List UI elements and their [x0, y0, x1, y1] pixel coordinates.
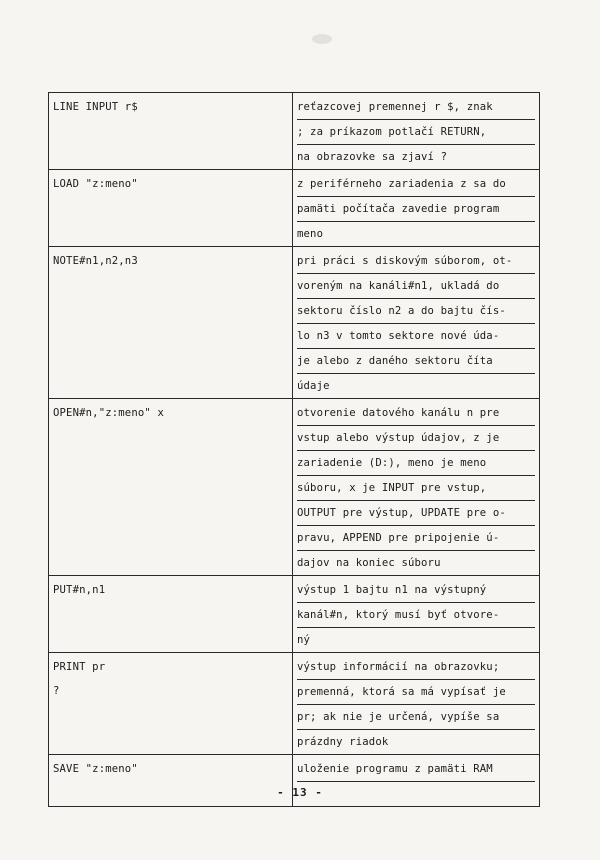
command-name: LINE INPUT r$ — [53, 101, 138, 113]
description-line: zariadenie (D:), meno je meno — [297, 451, 535, 476]
description-line: pravu, APPEND pre pripojenie ú- — [297, 526, 535, 551]
description-line: lo n3 v tomto sektore nové úda- — [297, 324, 535, 349]
table-row — [49, 576, 540, 653]
command-name: ? — [53, 685, 60, 697]
command-name: NOTE#n1,n2,n3 — [53, 255, 138, 267]
description-cell — [293, 576, 540, 653]
description-line: kanál#n, ktorý musí byť otvore- — [297, 603, 535, 628]
description-line: z periférneho zariadenia z sa do — [297, 172, 535, 197]
description-line: uloženie programu z pamäti RAM — [297, 757, 535, 782]
table-row — [49, 653, 540, 755]
paper-smudge — [312, 34, 332, 44]
description-line: premenná, ktorá sa má vypísať je — [297, 680, 535, 705]
description-cell — [293, 399, 540, 576]
description-line: ný — [297, 634, 311, 646]
command-cell — [49, 170, 293, 247]
description-line: ; za príkazom potlačí RETURN, — [297, 120, 535, 145]
description-line: pr; ak nie je určená, vypíše sa — [297, 705, 535, 730]
description-line: voreným na kanáli#n1, ukladá do — [297, 274, 535, 299]
table-row — [49, 247, 540, 399]
description-line: súboru, x je INPUT pre vstup, — [297, 476, 535, 501]
command-name: PUT#n,n1 — [53, 584, 106, 596]
description-line: vstup alebo výstup údajov, z je — [297, 426, 535, 451]
description-cell — [293, 247, 540, 399]
command-cell — [49, 93, 293, 170]
description-line: meno — [297, 228, 324, 240]
page-number: - 13 - — [277, 786, 323, 799]
description-line: na obrazovke sa zjaví ? — [297, 151, 448, 163]
description-line: sektoru číslo n2 a do bajtu čís- — [297, 299, 535, 324]
table-row — [49, 170, 540, 247]
command-name: OPEN#n,"z:meno" x — [53, 407, 164, 419]
description-cell — [293, 653, 540, 755]
table-row — [49, 93, 540, 170]
table-row — [49, 399, 540, 576]
description-line: je alebo z daného sektoru číta — [297, 349, 535, 374]
description-line: dajov na koniec súboru — [297, 557, 441, 569]
description-line: pri práci s diskovým súborom, ot- — [297, 249, 535, 274]
description-line: reťazcovej premennej r $, znak — [297, 95, 535, 120]
description-line: otvorenie datového kanálu n pre — [297, 401, 535, 426]
description-line: výstup informácií na obrazovku; — [297, 655, 535, 680]
command-cell — [49, 653, 293, 755]
command-cell — [49, 576, 293, 653]
description-line: prázdny riadok — [297, 736, 389, 748]
command-cell — [49, 399, 293, 576]
command-cell — [49, 247, 293, 399]
description-line: údaje — [297, 380, 330, 392]
description-cell — [293, 93, 540, 170]
description-cell — [293, 170, 540, 247]
command-name: LOAD "z:meno" — [53, 178, 138, 190]
description-line: pamäti počítača zavedie program — [297, 197, 535, 222]
command-table — [48, 92, 540, 807]
command-name: PRINT pr — [53, 661, 106, 673]
description-line: OUTPUT pre výstup, UPDATE pre o- — [297, 501, 535, 526]
description-line: výstup 1 bajtu n1 na výstupný — [297, 578, 535, 603]
command-name: SAVE "z:meno" — [53, 763, 138, 775]
